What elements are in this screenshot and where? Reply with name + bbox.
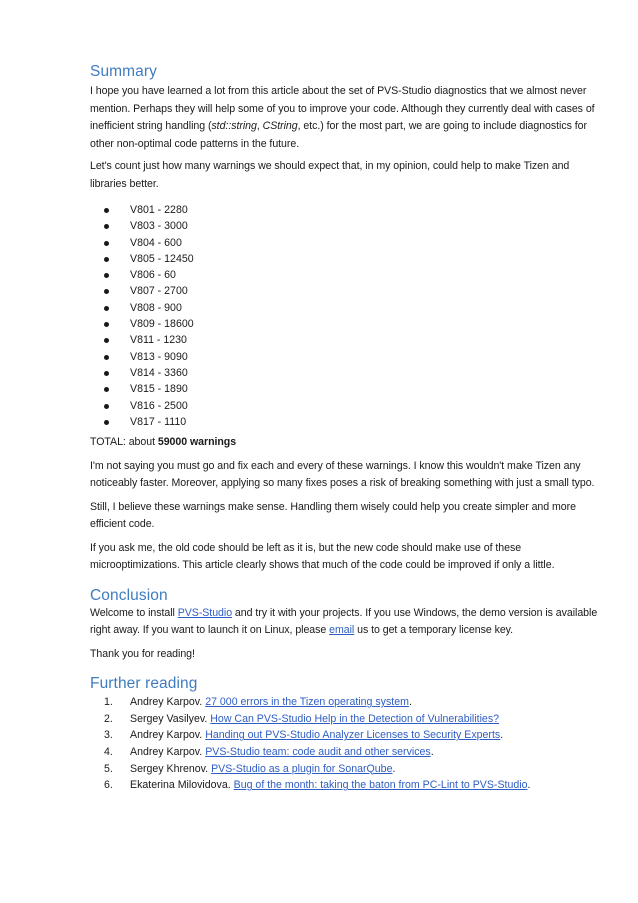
summary-paragraph-4: Still, I believe these warnings make sense. Handling them wisely could help you create simpler and more efficient code.: [90, 500, 576, 531]
warning-list-item: [102, 218, 600, 234]
conclusion-p1-text-a: Welcome to install: [90, 606, 178, 619]
warning-text: V813 - 9090: [130, 350, 188, 363]
item-number: 4.: [104, 745, 113, 758]
bullet-icon: [104, 224, 109, 229]
summary-paragraph-5: If you ask me, the old code should be left as it is, but the new code should make use of these microoptimizations. This article clearly shows that much of the code could be improved if only a little.: [90, 541, 555, 572]
bullet-icon: [104, 387, 109, 392]
conclusion-heading: Conclusion: [90, 586, 168, 604]
warning-list-item: [102, 381, 600, 397]
summary-p1-text-a: I hope you have learned a lot from this article about the set of PVS-Studio diagnostics that we almost never mention. Perhaps they will help some of you to improve your code. Although they currently deal with cases of inefficient string handling (: [90, 85, 595, 132]
item-author: Andrey Karpov.: [130, 729, 206, 742]
warning-text: V814 - 3360: [130, 366, 188, 379]
warning-list-item: [102, 251, 600, 267]
summary-paragraph-1: [90, 83, 600, 153]
bullet-icon: [104, 273, 109, 278]
summary-heading: Summary: [90, 63, 158, 80]
warning-list-item: [102, 414, 600, 430]
item-title-link[interactable]: Handing out PVS-Studio Analyzer Licenses to Security Experts: [205, 729, 501, 742]
item-number: 5.: [104, 762, 113, 775]
warning-text: V816 - 2500: [130, 399, 188, 412]
item-end: .: [392, 762, 396, 775]
item-end: .: [430, 745, 434, 758]
warning-list-item: [102, 332, 600, 348]
item-author: Andrey Karpov.: [130, 696, 206, 709]
item-end: .: [500, 729, 504, 742]
warning-list-item: [102, 349, 600, 365]
warning-list-item: [102, 283, 600, 299]
warning-text: V811 - 1230: [130, 334, 187, 347]
summary-p1-em-cstring: CString: [262, 120, 298, 132]
conclusion-p1-text-c: us to get a temporary license key.: [354, 624, 514, 637]
bullet-icon: [104, 404, 109, 409]
summary-p1-text-b: , etc.) for the most part, we are going to include diagnostics for other non-optimal code patterns in the future.: [90, 120, 587, 150]
summary-p1-comma: ,: [256, 120, 263, 132]
pvs-studio-link[interactable]: PVS-Studio: [177, 606, 233, 619]
warning-text: V815 - 1890: [130, 383, 188, 396]
warning-list-item: [102, 365, 600, 381]
further-reading-item: [104, 761, 600, 778]
warning-list-item: [102, 316, 600, 332]
further-reading-list: [90, 694, 600, 794]
item-number: 6.: [104, 779, 113, 792]
summary-p1-em-stdstring: std::string: [211, 120, 257, 132]
further-reading-item: [104, 711, 600, 728]
bullet-icon: [104, 355, 109, 360]
further-reading-item: [104, 744, 600, 761]
item-author: Andrey Karpov.: [130, 745, 206, 758]
total-prefix: TOTAL: about: [90, 436, 158, 449]
conclusion-paragraph-1: [90, 605, 600, 640]
summary-paragraph-3: I'm not saying you must go and fix each and every of these warnings. I know this wouldn't make Tizen any noticeably faster. Moreover, applying so many fixes poses a risk of breaking something with just a small typo.: [90, 459, 595, 490]
warning-list-item: [102, 202, 600, 218]
warning-text: V817 - 1110: [130, 415, 187, 428]
item-number: 3.: [104, 729, 113, 742]
warning-list-item: [102, 267, 600, 283]
bullet-icon: [104, 257, 109, 262]
item-author: Ekaterina Milovidova.: [130, 779, 234, 792]
warning-text: V805 - 12450: [130, 252, 194, 265]
total-value: 59000 warnings: [157, 436, 237, 449]
warning-text: V807 - 2700: [130, 285, 188, 298]
further-reading-heading: Further reading: [90, 675, 198, 693]
bullet-icon: [104, 289, 109, 294]
bullet-icon: [104, 338, 109, 343]
item-author: Sergey Vasilyev.: [130, 712, 211, 725]
total-line: [90, 434, 600, 452]
further-reading-item: [104, 694, 600, 711]
warning-text: V806 - 60: [130, 269, 176, 282]
item-title-link[interactable]: PVS-Studio as a plugin for SonarQube: [211, 762, 393, 775]
email-link[interactable]: email: [329, 624, 355, 637]
item-number: 2.: [104, 712, 113, 725]
bullet-icon: [104, 306, 109, 311]
warning-list-item: [102, 235, 600, 251]
conclusion-p1-text-b: and try it with your projects. If you use Windows, the demo version is available right away. If you want to launch it on Linux, please: [90, 606, 598, 637]
item-end: .: [408, 696, 412, 709]
further-reading-item: [104, 727, 600, 744]
conclusion-paragraph-2: Thank you for reading!: [90, 647, 195, 660]
warning-list-item: [102, 398, 600, 414]
item-title-link[interactable]: How Can PVS-Studio Help in the Detection of Vulnerabilities?: [210, 712, 500, 725]
item-end: .: [527, 779, 531, 792]
warning-text: V808 - 900: [130, 301, 182, 314]
warnings-list: [90, 202, 600, 430]
further-reading-item: [104, 777, 600, 794]
bullet-icon: [104, 322, 109, 327]
item-title-link[interactable]: 27 000 errors in the Tizen operating system: [205, 696, 409, 709]
bullet-icon: [104, 241, 109, 246]
warning-list-item: [102, 300, 600, 316]
summary-paragraph-2: Let's count just how many warnings we should expect that, in my opinion, could help to make Tizen and libraries better.: [90, 160, 570, 190]
item-number: 1.: [104, 696, 113, 709]
document-page: [90, 58, 600, 794]
item-author: Sergey Khrenov.: [130, 762, 212, 775]
item-title-link[interactable]: PVS-Studio team: code audit and other services: [205, 745, 431, 758]
warning-text: V804 - 600: [130, 236, 182, 249]
item-title-link[interactable]: Bug of the month: taking the baton from PC-Lint to PVS-Studio: [233, 779, 528, 792]
bullet-icon: [104, 371, 109, 376]
warning-text: V803 - 3000: [130, 220, 188, 233]
warning-text: V801 - 2280: [130, 204, 188, 216]
warning-text: V809 - 18600: [130, 318, 194, 331]
bullet-icon: [104, 208, 109, 213]
bullet-icon: [104, 420, 109, 425]
